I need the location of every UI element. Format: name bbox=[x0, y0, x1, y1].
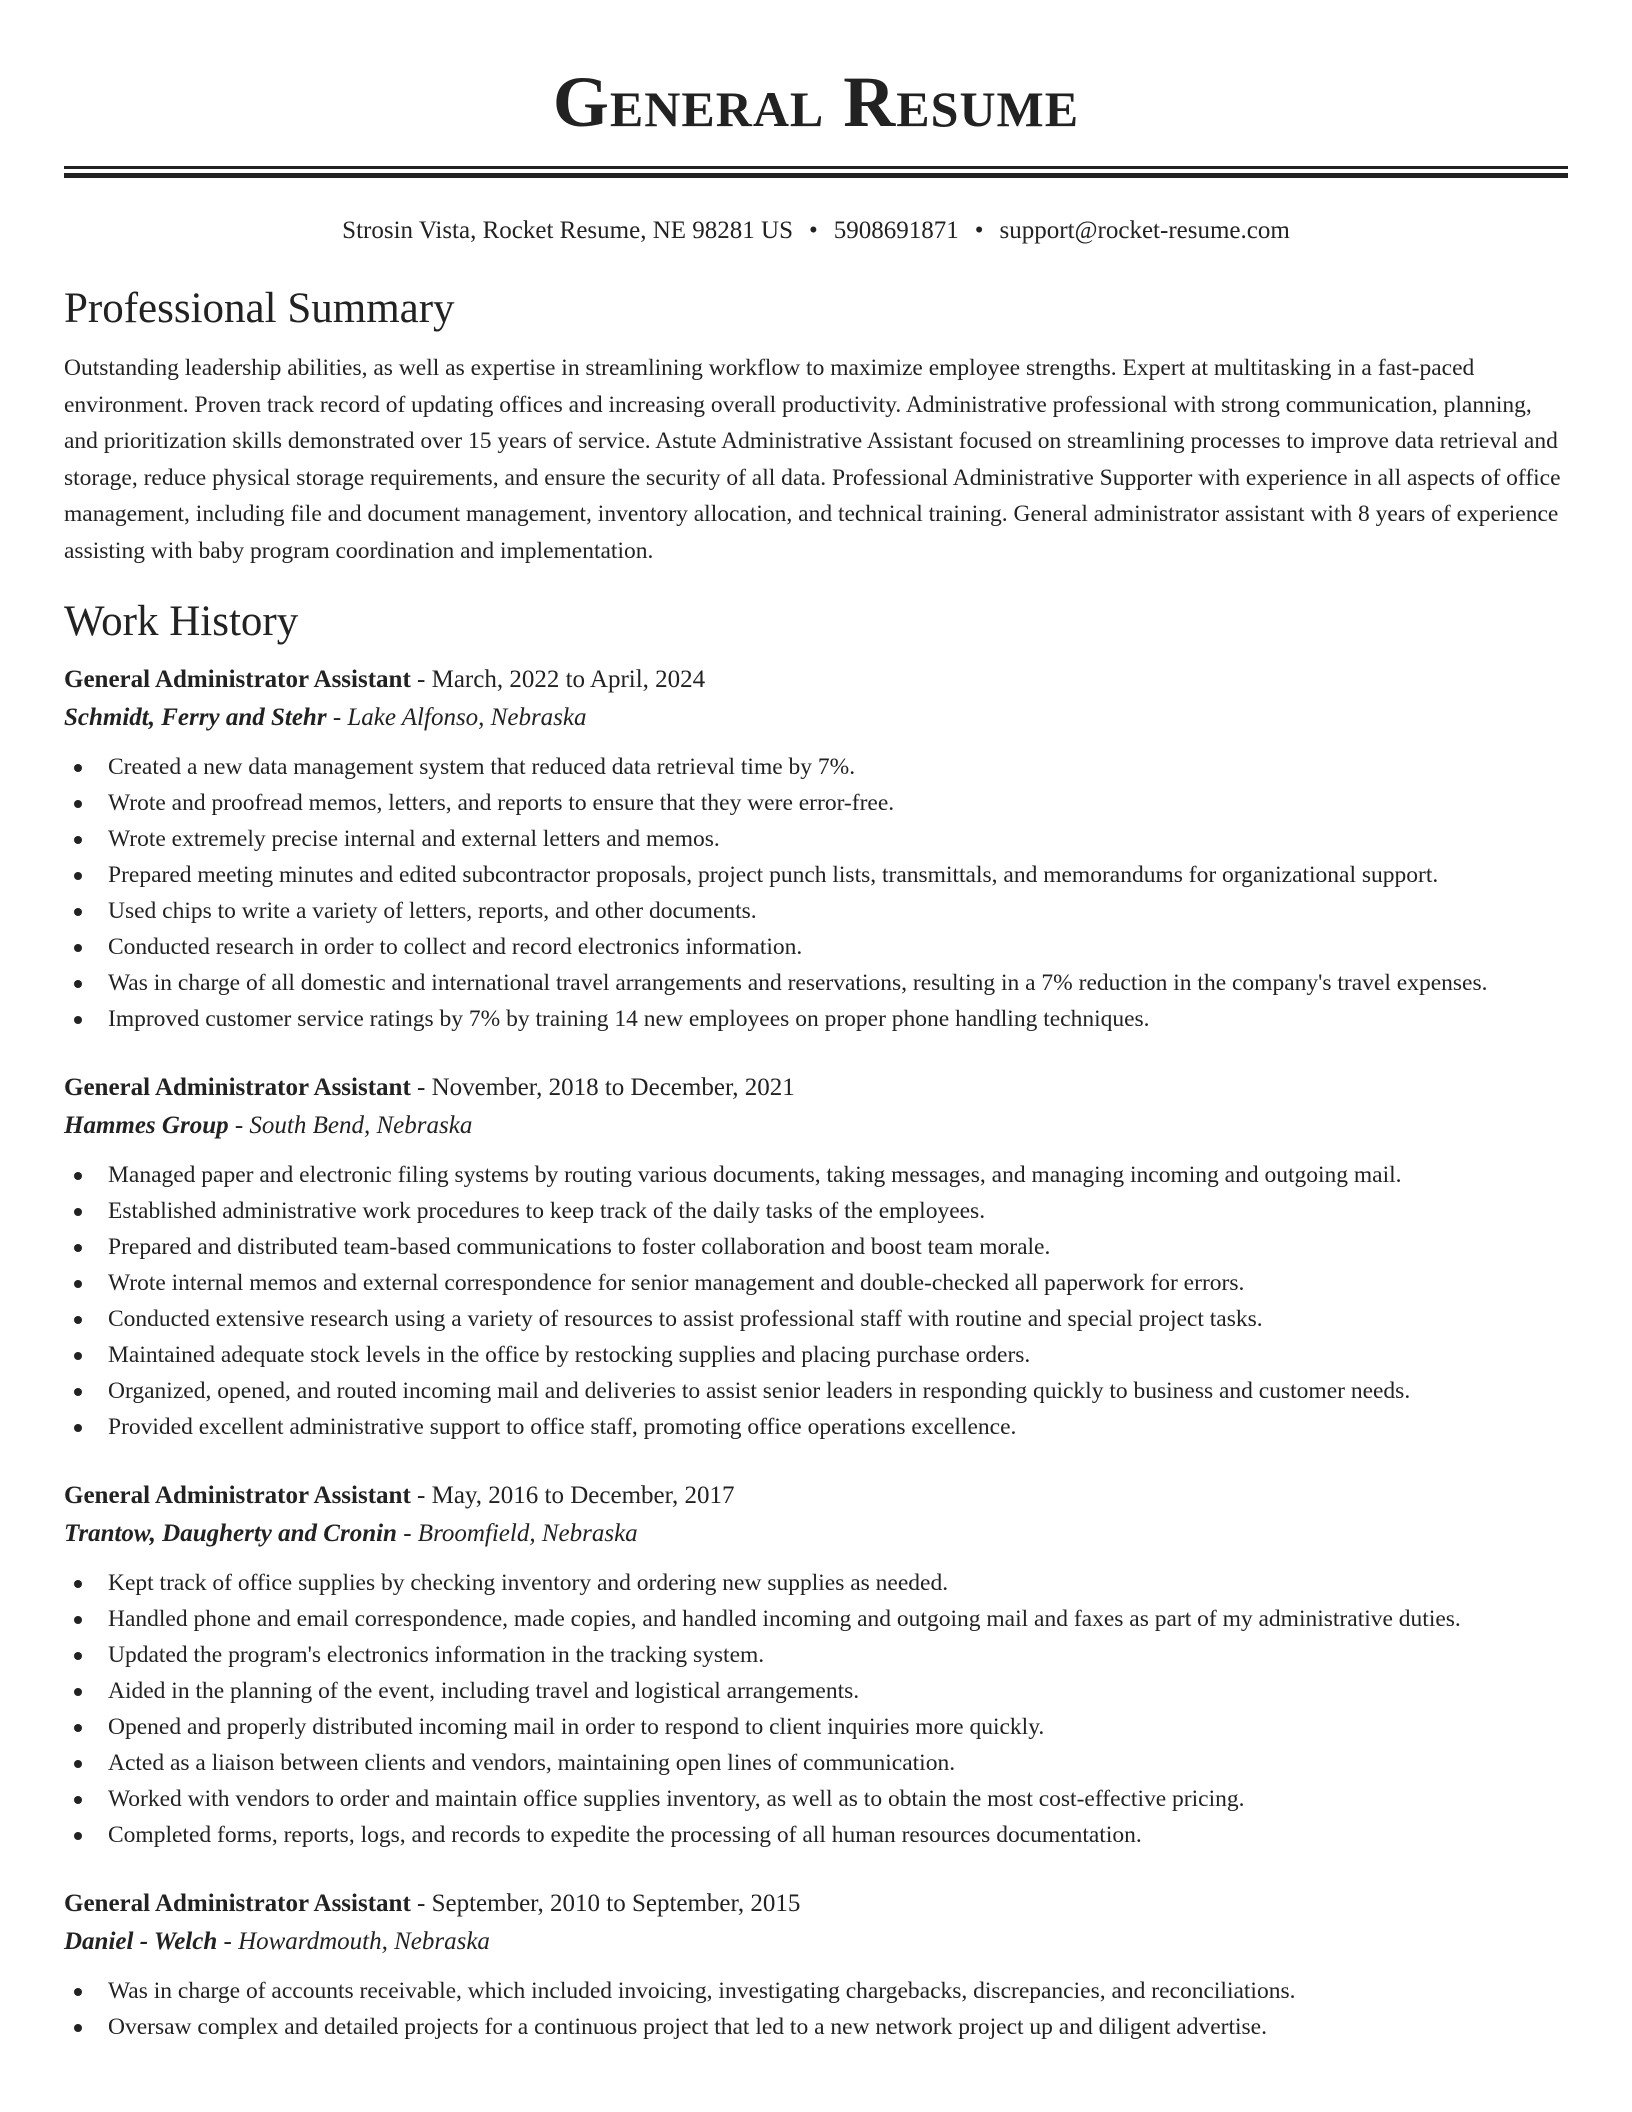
job-title: General Administrator Assistant bbox=[64, 1074, 411, 1101]
summary-text: Outstanding leadership abilities, as well as expertise in streamlining workflow to maximize employee strengths. Expert at multitasking in a fast-paced environment. Proven track record of updating offices and increasing overall productivity. Administrative professional with strong communication, planning, and prioritization skills demonstrated over 15 years of service. Astute Administrative Assistant focused on streamlining processes to improve data retrieval and storage, reduce physical storage requirements, and ensure the security of all data. Professional Administrative Supporter with experience in all aspects of office management, including file and document management, inventory allocation, and technical training. General administrator assistant with 8 years of experience assisting with baby program coordination and implementation. bbox=[64, 355, 1561, 564]
job-entry bbox=[64, 1069, 1568, 1445]
resume-title: General Resume bbox=[552, 62, 1080, 142]
job-duty: Used chips to write a variety of letters, reports, and other documents. bbox=[108, 893, 1568, 929]
work-history-heading: Work History bbox=[64, 598, 299, 645]
job-duties bbox=[108, 1973, 1568, 2045]
summary-heading: Professional Summary bbox=[64, 285, 455, 332]
title-double-rule bbox=[64, 166, 1568, 178]
job-duties bbox=[108, 749, 1568, 1037]
job-dates: - September, 2010 to September, 2015 bbox=[410, 1890, 801, 1917]
job-location: - Lake Alfonso, Nebraska bbox=[326, 704, 587, 731]
job-duty: Conducted research in order to collect and record electronics information. bbox=[108, 929, 1568, 965]
job-duty: Maintained adequate stock levels in the office by restocking supplies and placing purchase orders. bbox=[108, 1337, 1568, 1373]
job-duty: Created a new data management system that reduced data retrieval time by 7%. bbox=[108, 749, 1568, 785]
contact-line bbox=[64, 216, 1568, 246]
job-duty: Updated the program's electronics information in the tracking system. bbox=[108, 1637, 1568, 1673]
job-dates: - November, 2018 to December, 2021 bbox=[410, 1074, 795, 1101]
job-duty: Oversaw complex and detailed projects for a continuous project that led to a new network project up and diligent advertise. bbox=[108, 2009, 1568, 2045]
job-company: Hammes Group bbox=[64, 1112, 229, 1139]
contact-separator: • bbox=[808, 217, 818, 244]
job-duty: Wrote internal memos and external correspondence for senior management and double-checked all paperwork for errors. bbox=[108, 1265, 1568, 1301]
job-duty: Was in charge of accounts receivable, which included invoicing, investigating chargebacks, discrepancies, and reconciliations. bbox=[108, 1973, 1568, 2009]
job-entry bbox=[64, 661, 1568, 1037]
contact-address: Strosin Vista, Rocket Resume, NE 98281 US bbox=[342, 217, 793, 244]
job-duty: Opened and properly distributed incoming mail in order to respond to client inquiries more quickly. bbox=[108, 1709, 1568, 1745]
job-duty: Handled phone and email correspondence, made copies, and handled incoming and outgoing mail and faxes as part of my administrative duties. bbox=[108, 1601, 1568, 1637]
job-duty: Wrote extremely precise internal and external letters and memos. bbox=[108, 821, 1568, 857]
job-duty: Worked with vendors to order and maintain office supplies inventory, as well as to obtain the most cost-effective pricing. bbox=[108, 1781, 1568, 1817]
job-duty: Was in charge of all domestic and international travel arrangements and reservations, resulting in a 7% reduction in the company's travel expenses. bbox=[108, 965, 1568, 1001]
job-duty: Managed paper and electronic filing systems by routing various documents, taking messages, and managing incoming and outgoing mail. bbox=[108, 1157, 1568, 1193]
job-company-line bbox=[64, 1107, 1568, 1145]
job-duty: Improved customer service ratings by 7% by training 14 new employees on proper phone handling techniques. bbox=[108, 1001, 1568, 1037]
job-duty: Prepared and distributed team-based communications to foster collaboration and boost team morale. bbox=[108, 1229, 1568, 1265]
job-entry bbox=[64, 1885, 1568, 2045]
job-title-line bbox=[64, 661, 1568, 699]
job-company: Trantow, Daugherty and Cronin bbox=[64, 1520, 397, 1547]
job-title: General Administrator Assistant bbox=[64, 1890, 411, 1917]
job-title: General Administrator Assistant bbox=[64, 666, 411, 693]
job-duty: Kept track of office supplies by checking inventory and ordering new supplies as needed. bbox=[108, 1565, 1568, 1601]
job-duty: Prepared meeting minutes and edited subcontractor proposals, project punch lists, transmittals, and memorandums for organizational support. bbox=[108, 857, 1568, 893]
job-location: - Howardmouth, Nebraska bbox=[217, 1928, 490, 1955]
job-duty: Conducted extensive research using a variety of resources to assist professional staff with routine and special project tasks. bbox=[108, 1301, 1568, 1337]
job-location: - Broomfield, Nebraska bbox=[396, 1520, 638, 1547]
job-duty: Acted as a liaison between clients and vendors, maintaining open lines of communication. bbox=[108, 1745, 1568, 1781]
job-duty: Established administrative work procedures to keep track of the daily tasks of the employees. bbox=[108, 1193, 1568, 1229]
job-location: - South Bend, Nebraska bbox=[228, 1112, 473, 1139]
job-company-line bbox=[64, 1515, 1568, 1553]
contact-email[interactable]: support@rocket-resume.com bbox=[999, 217, 1290, 244]
job-title-line bbox=[64, 1069, 1568, 1107]
job-duty: Wrote and proofread memos, letters, and reports to ensure that they were error-free. bbox=[108, 785, 1568, 821]
job-duty: Completed forms, reports, logs, and records to expedite the processing of all human resources documentation. bbox=[108, 1817, 1568, 1853]
job-title-line bbox=[64, 1885, 1568, 1923]
job-duties bbox=[108, 1565, 1568, 1853]
job-duty: Organized, opened, and routed incoming mail and deliveries to assist senior leaders in responding quickly to business and customer needs. bbox=[108, 1373, 1568, 1409]
job-company-line bbox=[64, 699, 1568, 737]
job-title: General Administrator Assistant bbox=[64, 1482, 411, 1509]
job-duty: Provided excellent administrative support to office staff, promoting office operations excellence. bbox=[108, 1409, 1568, 1445]
job-company: Daniel - Welch bbox=[64, 1928, 218, 1955]
contact-separator: • bbox=[974, 217, 984, 244]
job-dates: - March, 2022 to April, 2024 bbox=[410, 666, 706, 693]
job-company: Schmidt, Ferry and Stehr bbox=[64, 704, 327, 731]
job-entry bbox=[64, 1477, 1568, 1853]
job-duties bbox=[108, 1157, 1568, 1445]
contact-phone: 5908691871 bbox=[833, 217, 959, 244]
job-duty: Aided in the planning of the event, including travel and logistical arrangements. bbox=[108, 1673, 1568, 1709]
job-list bbox=[64, 661, 1568, 2045]
job-dates: - May, 2016 to December, 2017 bbox=[410, 1482, 735, 1509]
resume-page bbox=[64, 0, 1568, 2045]
job-company-line bbox=[64, 1923, 1568, 1961]
job-title-line bbox=[64, 1477, 1568, 1515]
